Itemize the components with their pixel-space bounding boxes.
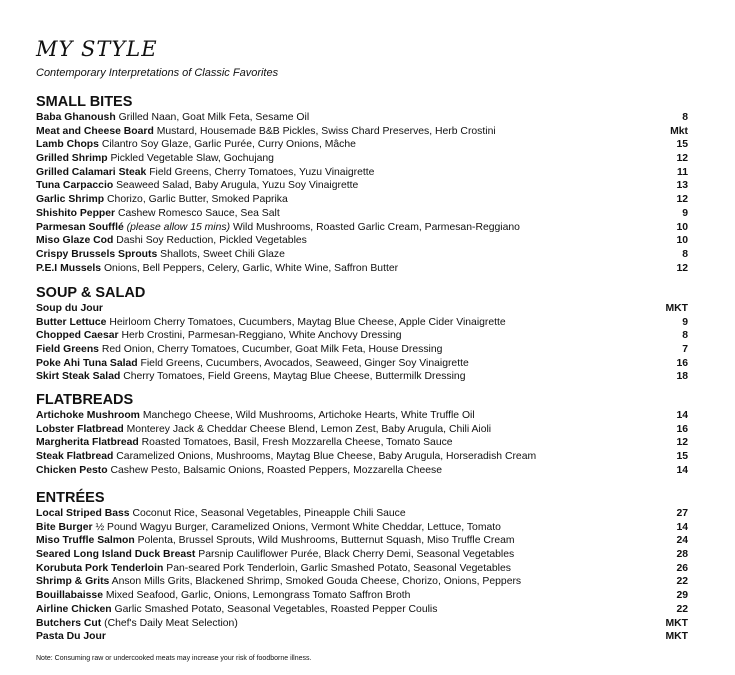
menu-item-price: Mkt bbox=[670, 125, 688, 137]
menu-item-description: ½ Pound Wagyu Burger, Caramelized Onions, Vermont White Cheddar, Lettuce, Tomato bbox=[95, 521, 501, 533]
menu-item bbox=[36, 450, 688, 464]
menu-item bbox=[36, 521, 688, 535]
menu-item-text bbox=[36, 436, 628, 450]
menu-item-description: Anson Mills Grits, Blackened Shrimp, Smoked Gouda Cheese, Chorizo, Onions, Peppers bbox=[111, 576, 522, 588]
menu-item-price: MKT bbox=[665, 617, 688, 629]
menu-item bbox=[36, 575, 688, 589]
menu-item-price: 27 bbox=[676, 508, 688, 519]
section-heading: SOUP & SALAD bbox=[36, 285, 146, 301]
menu-item-text bbox=[36, 138, 628, 152]
menu-item bbox=[36, 464, 688, 478]
menu-item-name: Pasta Du Jour bbox=[36, 631, 106, 643]
menu-item-description: (Chef's Daily Meat Selection) bbox=[104, 617, 238, 629]
menu-item-name: Skirt Steak Salad bbox=[36, 371, 121, 383]
menu-item-description: Coconut Rice, Seasonal Vegetables, Pineapple Chili Sauce bbox=[132, 508, 406, 519]
menu-item-price: 16 bbox=[676, 357, 688, 369]
menu-item-name: Shishito Pepper bbox=[36, 207, 116, 219]
menu-item-text bbox=[36, 207, 628, 221]
menu-item-description: Manchego Cheese, Wild Mushrooms, Artichoke Hearts, White Truffle Oil bbox=[142, 410, 475, 421]
menu-item bbox=[36, 630, 688, 644]
menu-item-note: (please allow 15 mins) bbox=[126, 221, 231, 233]
menu-item-description: Herb Crostini, Parmesan-Reggiano, White Anchovy Dressing bbox=[121, 330, 402, 342]
menu-item-text bbox=[36, 234, 628, 248]
menu-item bbox=[36, 357, 688, 371]
menu-item-text bbox=[36, 603, 628, 617]
menu-item-name: Butter Lettuce bbox=[36, 316, 107, 328]
menu-item-text bbox=[36, 370, 628, 384]
menu-item-name: Baba Ghanoush bbox=[36, 112, 116, 123]
menu-item bbox=[36, 316, 688, 330]
menu-item bbox=[36, 138, 688, 152]
menu-item-name: Grilled Shrimp bbox=[36, 153, 108, 165]
menu-item-name: Crispy Brussels Sprouts bbox=[36, 248, 158, 260]
menu-item-price: 7 bbox=[682, 344, 688, 356]
menu-item bbox=[36, 507, 688, 521]
menu-item-price: 22 bbox=[676, 576, 688, 588]
menu-item bbox=[36, 589, 688, 603]
menu-item-price: 14 bbox=[676, 410, 688, 421]
menu-item-price: 8 bbox=[682, 330, 688, 342]
menu-item-price: 10 bbox=[676, 221, 688, 233]
menu-item-description: Dashi Soy Reduction, Pickled Vegetables bbox=[116, 235, 307, 247]
menu-item-name: Bouillabaisse bbox=[36, 590, 103, 602]
menu-item-description: Onions, Bell Peppers, Celery, Garlic, White Wine, Saffron Butter bbox=[103, 262, 399, 274]
menu-item-description: Field Greens, Cucumbers, Avocados, Seaweed, Ginger Soy Vinaigrette bbox=[140, 357, 469, 369]
menu-subtitle: Contemporary Interpretations of Classic Favorites bbox=[36, 67, 279, 79]
menu-item-name: Parmesan Soufflé bbox=[36, 221, 124, 233]
menu-item bbox=[36, 370, 688, 384]
menu-item-description: Field Greens, Cherry Tomatoes, Yuzu Vinaigrette bbox=[149, 166, 375, 178]
menu-item-text bbox=[36, 343, 628, 357]
menu-item-description: Garlic Smashed Potato, Seasonal Vegetables, Roasted Pepper Coulis bbox=[114, 603, 438, 615]
menu-title: MY STYLE bbox=[36, 37, 158, 61]
menu-item bbox=[36, 152, 688, 166]
menu-item-price: MKT bbox=[665, 631, 688, 643]
menu-item bbox=[36, 193, 688, 207]
menu-item-name: Seared Long Island Duck Breast bbox=[36, 549, 196, 561]
menu-item-price: 16 bbox=[676, 423, 688, 435]
menu-item-text bbox=[36, 262, 628, 276]
menu-item-name: Poke Ahi Tuna Salad bbox=[36, 357, 138, 369]
item-list bbox=[36, 507, 688, 644]
menu-item-price: 15 bbox=[676, 139, 688, 151]
menu-item-text bbox=[36, 125, 628, 139]
menu-item bbox=[36, 221, 688, 235]
menu-item-description: Heirloom Cherry Tomatoes, Cucumbers, Maytag Blue Cheese, Apple Cider Vinaigrette bbox=[109, 316, 506, 328]
menu-item-description: Cashew Pesto, Balsamic Onions, Roasted Peppers, Mozzarella Cheese bbox=[110, 464, 443, 476]
menu-item-text bbox=[36, 166, 628, 180]
menu-item-price: MKT bbox=[665, 303, 688, 314]
section-flatbreads bbox=[36, 392, 688, 477]
menu-item-price: 13 bbox=[676, 180, 688, 192]
menu-item-name: Field Greens bbox=[36, 344, 99, 356]
menu-item-name: Airline Chicken bbox=[36, 603, 112, 615]
menu-item-text bbox=[36, 630, 628, 644]
menu-item-price: 26 bbox=[676, 562, 688, 574]
menu-item-text bbox=[36, 179, 628, 193]
menu-item-description: Cherry Tomatoes, Field Greens, Maytag Blue Cheese, Buttermilk Dressing bbox=[123, 371, 466, 383]
menu-item bbox=[36, 548, 688, 562]
menu-item-name: Meat and Cheese Board bbox=[36, 125, 154, 137]
menu-item bbox=[36, 166, 688, 180]
menu-item bbox=[36, 207, 688, 221]
menu-item-name: Steak Flatbread bbox=[36, 451, 114, 463]
menu-item-name: Miso Truffle Salmon bbox=[36, 535, 135, 547]
menu-item-text bbox=[36, 450, 628, 464]
menu-item-description: Monterey Jack & Cheddar Cheese Blend, Lemon Zest, Baby Arugula, Chili Aioli bbox=[126, 423, 492, 435]
menu-item-text bbox=[36, 357, 628, 371]
menu-item-text bbox=[36, 548, 628, 562]
menu-item-price: 9 bbox=[682, 316, 688, 328]
menu-item bbox=[36, 603, 688, 617]
menu-item-text bbox=[36, 507, 628, 521]
menu-item-text bbox=[36, 302, 628, 316]
menu-item-text bbox=[36, 329, 628, 343]
menu-item-text bbox=[36, 248, 628, 262]
menu-item bbox=[36, 329, 688, 343]
menu-item-text bbox=[36, 521, 628, 535]
menu-item-text bbox=[36, 589, 628, 603]
menu-item-name: Artichoke Mushroom bbox=[36, 410, 140, 421]
menu-item-text bbox=[36, 152, 628, 166]
menu-item-description: Pan-seared Pork Tenderloin, Garlic Smashed Potato, Seasonal Vegetables bbox=[166, 562, 511, 574]
menu-item-description: Cashew Romesco Sauce, Sea Salt bbox=[118, 207, 280, 219]
menu-item-text bbox=[36, 423, 628, 437]
menu-item bbox=[36, 436, 688, 450]
menu-item-price: 12 bbox=[676, 262, 688, 274]
menu-item-price: 12 bbox=[676, 194, 688, 206]
menu-item bbox=[36, 302, 688, 316]
menu-item bbox=[36, 248, 688, 262]
menu-item bbox=[36, 562, 688, 576]
menu-item-text bbox=[36, 562, 628, 576]
menu-item-name: Lobster Flatbread bbox=[36, 423, 124, 435]
section-heading: ENTRÉES bbox=[36, 490, 105, 506]
menu-item bbox=[36, 234, 688, 248]
menu-item-name: Tuna Carpaccio bbox=[36, 180, 114, 192]
menu-item-description: Chorizo, Garlic Butter, Smoked Paprika bbox=[107, 194, 288, 206]
menu-item-text bbox=[36, 111, 628, 125]
menu-item-description: Roasted Tomatoes, Basil, Fresh Mozzarella Cheese, Tomato Sauce bbox=[141, 437, 453, 449]
menu-item-name: Miso Glaze Cod bbox=[36, 235, 114, 247]
section-heading: SMALL BITES bbox=[36, 94, 133, 110]
menu-item-text bbox=[36, 534, 628, 548]
menu-item-name: Shrimp & Grits bbox=[36, 576, 110, 588]
menu-item-name: Butchers Cut bbox=[36, 617, 102, 629]
menu-item-description: Mustard, Housemade B&B Pickles, Swiss Chard Preserves, Herb Crostini bbox=[156, 125, 496, 137]
menu-item-price: 14 bbox=[676, 521, 688, 533]
menu-item bbox=[36, 262, 688, 276]
menu-item-name: Chopped Caesar bbox=[36, 330, 119, 342]
menu-item-name: Garlic Shrimp bbox=[36, 194, 105, 206]
menu-item-name: Chicken Pesto bbox=[36, 464, 108, 476]
menu-item-description: Shallots, Sweet Chili Glaze bbox=[160, 248, 285, 260]
menu-item-price: 18 bbox=[676, 371, 688, 383]
menu-item bbox=[36, 617, 688, 631]
menu-item-description: Parsnip Cauliflower Purée, Black Cherry Demi, Seasonal Vegetables bbox=[198, 549, 515, 561]
menu-item-name: P.E.I Mussels bbox=[36, 262, 102, 274]
menu-item-name: Lamb Chops bbox=[36, 139, 99, 151]
menu-item-description: Red Onion, Cherry Tomatoes, Cucumber, Goat Milk Feta, House Dressing bbox=[101, 344, 443, 356]
menu-item-name: Local Striped Bass bbox=[36, 508, 130, 519]
menu-item-description: Grilled Naan, Goat Milk Feta, Sesame Oil bbox=[118, 112, 310, 123]
menu-item-text bbox=[36, 316, 628, 330]
menu-item-text bbox=[36, 575, 628, 589]
menu-item-description: Mixed Seafood, Garlic, Onions, Lemongrass Tomato Saffron Broth bbox=[105, 590, 411, 602]
menu-item-description: Cilantro Soy Glaze, Garlic Purée, Curry Onions, Mâche bbox=[101, 139, 356, 151]
menu-item-description: Caramelized Onions, Mushrooms, Maytag Blue Cheese, Baby Arugula, Horseradish Cream bbox=[116, 451, 537, 463]
section-small-bites bbox=[36, 94, 688, 275]
menu-item bbox=[36, 125, 688, 139]
menu-item-name: Margherita Flatbread bbox=[36, 437, 139, 449]
section-entrees bbox=[36, 490, 688, 644]
item-list bbox=[36, 409, 688, 477]
menu-item-name: Bite Burger bbox=[36, 521, 93, 533]
menu-item-price: 10 bbox=[676, 235, 688, 247]
menu-item-name: Korubuta Pork Tenderloin bbox=[36, 562, 164, 574]
menu-item-text bbox=[36, 617, 628, 631]
menu-item-price: 14 bbox=[676, 464, 688, 476]
menu-item-price: 12 bbox=[676, 153, 688, 165]
menu-item-price: 9 bbox=[682, 207, 688, 219]
menu-item-name: Soup du Jour bbox=[36, 303, 103, 314]
menu-item-name: Grilled Calamari Steak bbox=[36, 166, 147, 178]
menu-item-text bbox=[36, 221, 628, 235]
menu-item-price: 24 bbox=[676, 535, 688, 547]
menu-item bbox=[36, 111, 688, 125]
menu-item-price: 29 bbox=[676, 590, 688, 602]
menu-item-price: 15 bbox=[676, 451, 688, 463]
menu-item-description: Seaweed Salad, Baby Arugula, Yuzu Soy Vinaigrette bbox=[116, 180, 359, 192]
menu-item-price: 11 bbox=[677, 166, 688, 178]
item-list bbox=[36, 111, 688, 275]
menu-item-price: 12 bbox=[676, 437, 688, 449]
menu-item-text bbox=[36, 193, 628, 207]
menu-item-text bbox=[36, 464, 628, 478]
menu-item bbox=[36, 534, 688, 548]
menu-item-description: Pickled Vegetable Slaw, Gochujang bbox=[110, 153, 274, 165]
menu-item-description: Wild Mushrooms, Roasted Garlic Cream, Parmesan-Reggiano bbox=[232, 221, 520, 233]
item-list bbox=[36, 302, 688, 384]
menu-item bbox=[36, 423, 688, 437]
section-heading: FLATBREADS bbox=[36, 392, 134, 408]
menu-item bbox=[36, 343, 688, 357]
menu-item bbox=[36, 409, 688, 423]
menu-item-description: Polenta, Brussel Sprouts, Wild Mushrooms, Butternut Squash, Miso Truffle Cream bbox=[137, 535, 515, 547]
menu-item bbox=[36, 179, 688, 193]
footnote: Note: Consuming raw or undercooked meats may increase your risk of foodborne illness. bbox=[36, 655, 312, 662]
section-soup-salad bbox=[36, 285, 688, 384]
menu-item-price: 8 bbox=[682, 112, 688, 123]
menu-item-price: 22 bbox=[676, 603, 688, 615]
menu-item-price: 28 bbox=[676, 549, 688, 561]
menu-item-text bbox=[36, 409, 628, 423]
menu-item-price: 8 bbox=[682, 248, 688, 260]
